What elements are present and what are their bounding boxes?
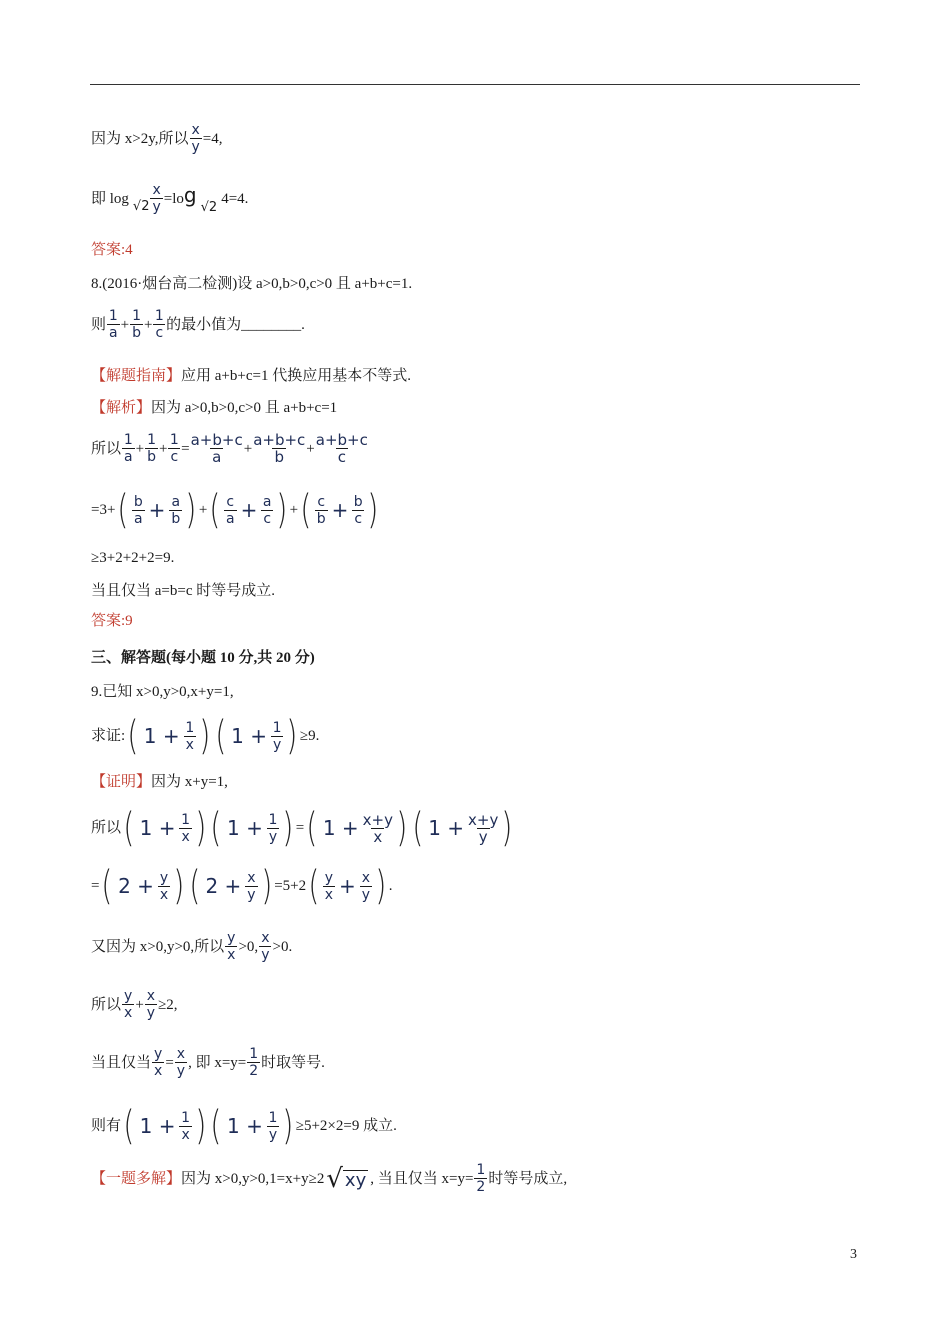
header-rule <box>90 84 860 85</box>
proof-step-2: = ( 2 + $\frac{y}{x}$ ) ( 2 + $\frac{x}{y}$ ) =5+2 ( $\frac{y}{x}$ + $\frac{x}{y}$ ) . <box>91 863 393 909</box>
text: =lo <box>163 190 184 207</box>
analysis-tag: 【解析】 <box>91 400 152 416</box>
text: 因为 x>2y,所以 <box>91 130 189 147</box>
line-log <box>91 182 248 215</box>
fraction: $\frac{a+b+c}{c}$ <box>315 431 368 466</box>
proof-step-1: 所以 ( 1 + $\frac{1}{x}$ ) ( 1 + $\frac{1}{y}$ ) = ( 1 + $\frac{x+y}{x}$ ) ( 1 + $\frac{x+y}{y}$ ) <box>91 805 513 851</box>
step-3: ≥3+2+2+2=9. <box>91 550 175 566</box>
proof-tag: 【证明】 <box>91 774 152 790</box>
guide-line <box>91 366 411 386</box>
fraction: $\frac{x}{y}$ <box>152 182 161 215</box>
sqrt2-sub: √2 <box>200 199 218 215</box>
text: g <box>183 182 197 207</box>
answer-7: 答案:4 <box>91 242 133 258</box>
text: 应用 a+b+c=1 代换应用基本不等式. <box>181 368 411 384</box>
page-number: 3 <box>850 1247 857 1262</box>
fraction: $\frac{1}{a}$ <box>123 432 133 465</box>
proof-step-4: 所以 $\frac{y}{x}$ + $\frac{x}{y}$ ≥2, <box>91 988 178 1021</box>
guide-tag: 【解题指南】 <box>91 368 182 384</box>
line-x-over-y <box>91 122 223 155</box>
text: 因为 a>0,b>0,c>0 且 a+b+c=1 <box>151 400 338 416</box>
fraction: $\frac{x}{y}$ <box>191 122 200 155</box>
text: 则 <box>91 316 107 333</box>
section-3-title: 三、解答题(每小题 10 分,共 20 分) <box>91 650 315 666</box>
plus: + <box>120 316 130 333</box>
question-9: 9.已知 x>0,y>0,x+y=1, <box>91 684 234 700</box>
text: 4=4. <box>221 190 249 207</box>
proof-step-3: 又因为 x>0,y>0,所以 $\frac{y}{x}$ >0, $\frac{x}{y}$ >0. <box>91 930 293 963</box>
alt-solution: 【一题多解】 因为 x>0,y>0,1=x+y≥2 √ xy , 当且仅当 x=y= $\frac{1}{2}$ 时等号成立, <box>91 1162 568 1195</box>
text: =3+ <box>91 502 116 518</box>
alt-tag: 【一题多解】 <box>91 1170 182 1187</box>
step-4: 当且仅当 a=b=c 时等号成立. <box>91 583 275 599</box>
sqrt2-sub: √2 <box>132 198 150 214</box>
fraction: $\frac{a+b+c}{b}$ <box>253 431 306 466</box>
plus: + <box>143 316 153 333</box>
step-1: 所以 $\frac{1}{a}$ + $\frac{1}{b}$ + $\frac{1}{c}$ = $\frac{a+b+c}{a}$ + $\frac{a+b+c}{b}$ + $\frac{a+b+c}{c}$ <box>91 431 368 466</box>
fraction: $\frac{a+b+c}{a}$ <box>190 431 243 466</box>
fraction: $\frac{1}{b}$ <box>147 432 156 465</box>
text: 所以 <box>91 440 122 457</box>
fraction: $\frac{1}{c}$ <box>154 308 164 341</box>
text: =4, <box>202 130 223 147</box>
text: 的最小值为________. <box>166 316 305 333</box>
question-8-body <box>91 308 305 341</box>
text: 即 log <box>91 190 129 207</box>
question-8: 8.(2016·烟台高二检测)设 a>0,b>0,c>0 且 a+b+c=1. <box>91 276 413 292</box>
step-2: =3+ ( $\frac{b}{a}$ + $\frac{a}{b}$ ) + ( $\frac{c}{a}$ + $\frac{a}{c}$ ) + ( $\frac{c}{b}$ + $\frac{b}{c}$ ) <box>91 487 379 533</box>
question-9-claim: 求证: ( 1 + $\frac{1}{x}$ ) ( 1 + $\frac{1}{y}$ ) ≥9. <box>91 713 320 759</box>
proof-step-5: 当且仅当 $\frac{y}{x}$ = $\frac{x}{y}$ , 即 x=y= $\frac{1}{2}$ 时取等号. <box>91 1046 325 1079</box>
proof-step-6: 则有 ( 1 + $\frac{1}{x}$ ) ( 1 + $\frac{1}{y}$ ) ≥5+2×2=9 成立. <box>91 1103 397 1149</box>
fraction: $\frac{1}{a}$ <box>108 308 118 341</box>
answer-8: 答案:9 <box>91 613 133 629</box>
fraction: $\frac{1}{c}$ <box>169 432 179 465</box>
fraction: $\frac{1}{b}$ <box>132 308 141 341</box>
analysis-line <box>91 398 337 418</box>
sqrt-xy: √ xy <box>326 1163 367 1194</box>
proof-line: 【证明】 因为 x+y=1, <box>91 774 228 790</box>
